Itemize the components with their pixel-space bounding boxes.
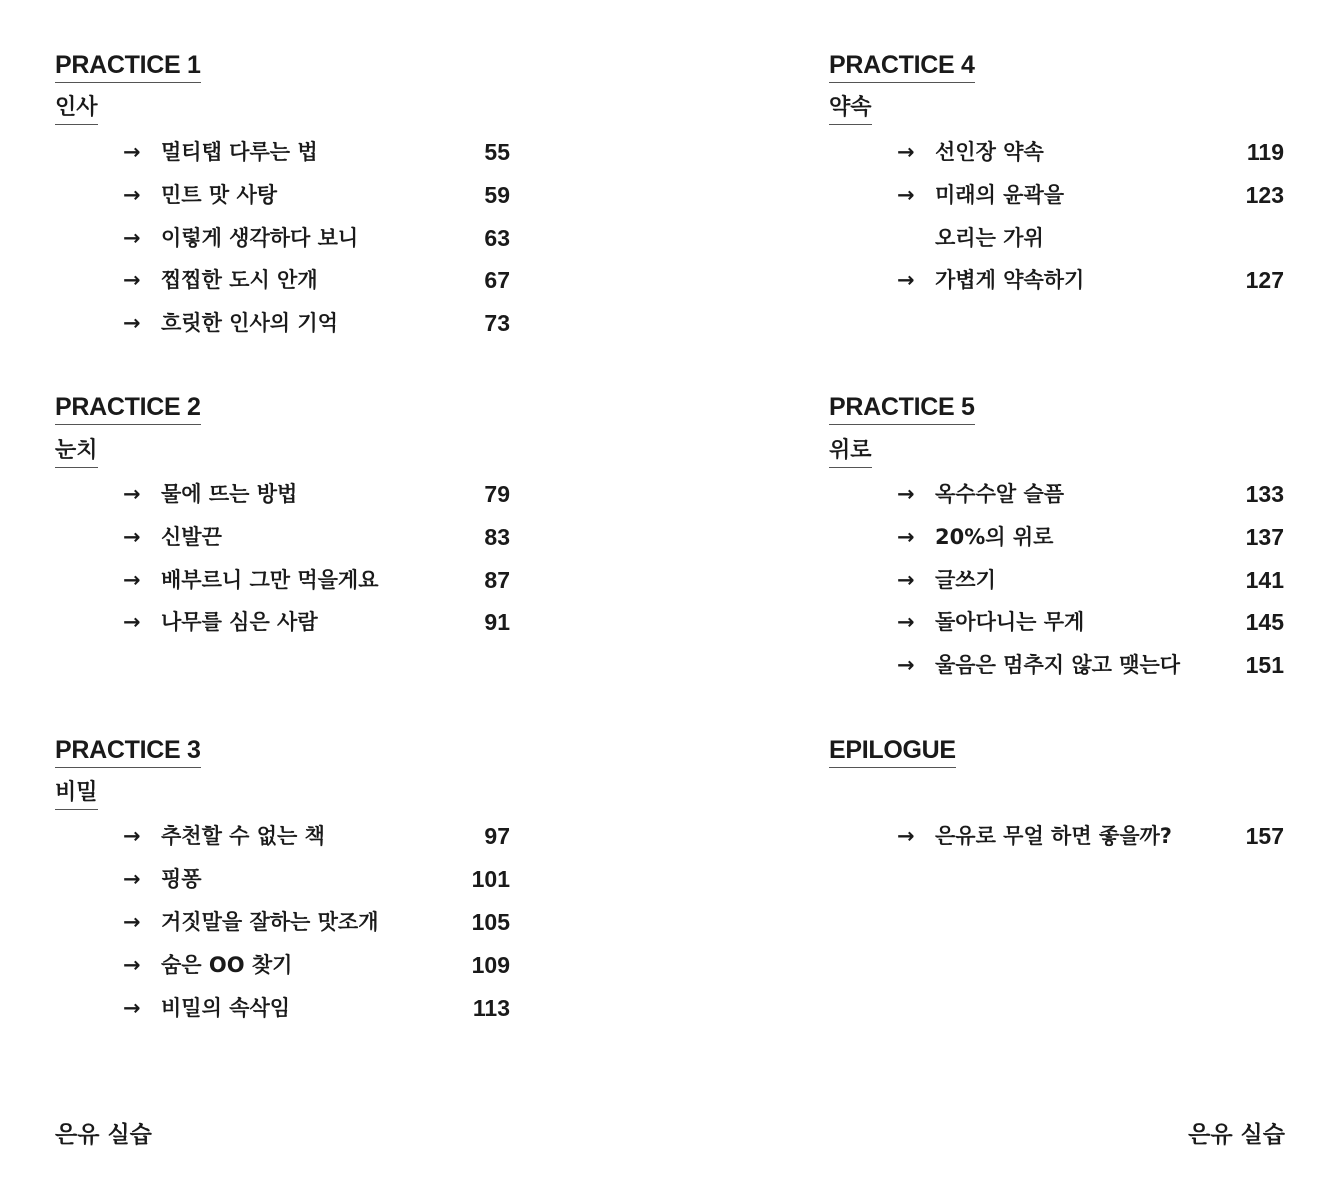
- toc-entry[interactable]: [123, 479, 513, 509]
- toc-entry[interactable]: [897, 479, 1287, 509]
- entry-page-number: 119: [1246, 139, 1284, 165]
- entry-page-number: 113: [472, 995, 510, 1021]
- arrow-right-icon: →: [123, 996, 141, 1020]
- practice-1-heading: [55, 50, 201, 83]
- entry-page-number: 87: [484, 567, 510, 593]
- practice-1-subtitle: 인사: [55, 94, 98, 125]
- entry-page-number: 59: [484, 182, 510, 208]
- entry-page-number: 79: [484, 481, 510, 507]
- entry-title: 숨은 OO 찾기: [161, 953, 293, 977]
- entry-page-number: 73: [484, 310, 510, 336]
- entry-page-number: 123: [1245, 182, 1284, 208]
- practice-3-heading: [55, 735, 201, 768]
- entry-page-number: 151: [1245, 652, 1284, 678]
- entry-title: 비밀의 속삭임: [161, 996, 291, 1020]
- entry-page-number: 67: [484, 267, 510, 293]
- entry-page-number: 55: [484, 139, 510, 165]
- toc-entry[interactable]: [123, 137, 513, 167]
- arrow-right-icon: →: [123, 525, 141, 549]
- toc-entry[interactable]: [123, 993, 513, 1023]
- entry-title: 물에 뜨는 방법: [161, 482, 298, 506]
- section-heading: PRACTICE 4: [829, 50, 975, 83]
- toc-entry[interactable]: [123, 522, 513, 552]
- arrow-right-icon: →: [123, 867, 141, 891]
- toc-entry[interactable]: [123, 265, 513, 295]
- entry-title: 멀티탭 다루는 법: [161, 140, 318, 164]
- toc-entry[interactable]: [123, 821, 513, 851]
- entry-title: 글쓰기: [935, 568, 996, 592]
- entry-title: 오리는 가위: [935, 226, 1044, 250]
- section-heading: PRACTICE 2: [55, 392, 201, 425]
- arrow-right-icon: →: [123, 140, 141, 164]
- practice-5-heading: [829, 392, 975, 425]
- footer-right: 은유 실습: [1188, 1122, 1285, 1148]
- arrow-right-icon: →: [123, 568, 141, 592]
- entry-title: 찝찝한 도시 안개: [161, 268, 318, 292]
- entry-page-number: 105: [471, 909, 510, 935]
- arrow-right-icon: →: [897, 653, 915, 677]
- toc-entry[interactable]: [123, 180, 513, 210]
- entry-title: 신발끈: [161, 525, 222, 549]
- entry-page-number: 133: [1245, 481, 1284, 507]
- entry-title: 옥수수알 슬픔: [935, 482, 1065, 506]
- toc-entry[interactable]: [123, 950, 513, 980]
- entry-title: 흐릿한 인사의 기억: [161, 311, 338, 335]
- entry-title: 가볍게 약속하기: [935, 268, 1085, 292]
- toc-entry[interactable]: [897, 821, 1287, 851]
- entry-title: 핑퐁: [161, 867, 202, 891]
- toc-entry-continuation[interactable]: [897, 223, 1287, 253]
- practice-2-heading: [55, 392, 201, 425]
- arrow-right-icon: →: [123, 226, 141, 250]
- toc-entry[interactable]: [897, 565, 1287, 595]
- entry-title: 이렇게 생각하다 보니: [161, 226, 359, 250]
- entry-title: 돌아다니는 무게: [935, 610, 1085, 634]
- section-heading: PRACTICE 5: [829, 392, 975, 425]
- arrow-right-icon: →: [123, 311, 141, 335]
- toc-entry[interactable]: [123, 607, 513, 637]
- section-heading: EPILOGUE: [829, 735, 956, 768]
- arrow-right-icon: →: [123, 183, 141, 207]
- entry-title: 울음은 멈추지 않고 맺는다: [935, 653, 1181, 677]
- entry-title: 민트 맛 사탕: [161, 183, 278, 207]
- section-heading: PRACTICE 1: [55, 50, 201, 83]
- epilogue-heading: [829, 735, 956, 768]
- arrow-right-icon: →: [897, 183, 915, 207]
- arrow-right-icon: →: [897, 268, 915, 292]
- entry-title: 배부르니 그만 먹을게요: [161, 568, 379, 592]
- arrow-right-icon: →: [897, 482, 915, 506]
- entry-title: 나무를 심은 사람: [161, 610, 318, 634]
- entry-page-number: 101: [471, 866, 510, 892]
- practice-5-subtitle: 위로: [829, 437, 872, 468]
- entry-title: 은유로 무얼 하면 좋을까?: [935, 824, 1172, 848]
- arrow-right-icon: →: [897, 610, 915, 634]
- arrow-right-icon: →: [123, 910, 141, 934]
- practice-3-subtitle: 비밀: [55, 779, 98, 810]
- practice-2-subtitle: 눈치: [55, 437, 98, 468]
- entry-page-number: 63: [484, 225, 510, 251]
- arrow-right-icon: →: [897, 568, 915, 592]
- entry-title: 20%의 위로: [935, 525, 1054, 549]
- entry-page-number: 91: [484, 609, 510, 635]
- entry-page-number: 145: [1245, 609, 1284, 635]
- entry-page-number: 109: [471, 952, 510, 978]
- entry-page-number: 141: [1245, 567, 1284, 593]
- entry-page-number: 157: [1245, 823, 1284, 849]
- toc-entry[interactable]: [897, 265, 1287, 295]
- toc-entry[interactable]: [897, 180, 1287, 210]
- practice-4-heading: [829, 50, 975, 83]
- entry-page-number: 97: [484, 823, 510, 849]
- toc-entry[interactable]: [123, 907, 513, 937]
- arrow-right-icon: →: [897, 525, 915, 549]
- arrow-right-icon: →: [897, 140, 915, 164]
- toc-entry[interactable]: [897, 522, 1287, 552]
- entry-title: 미래의 윤곽을: [935, 183, 1065, 207]
- entry-page-number: 137: [1245, 524, 1284, 550]
- toc-entry[interactable]: [123, 223, 513, 253]
- footer-left: 은유 실습: [55, 1122, 152, 1148]
- entry-title: 거짓말을 잘하는 맛조개: [161, 910, 379, 934]
- entry-title: 선인장 약속: [935, 140, 1044, 164]
- toc-entry[interactable]: [897, 607, 1287, 637]
- arrow-right-icon: →: [123, 610, 141, 634]
- practice-4-subtitle: 약속: [829, 94, 872, 125]
- toc-entry[interactable]: [123, 565, 513, 595]
- arrow-right-icon: →: [123, 824, 141, 848]
- toc-entry[interactable]: [897, 650, 1287, 680]
- section-heading: PRACTICE 3: [55, 735, 201, 768]
- entry-page-number: 127: [1245, 267, 1284, 293]
- arrow-right-icon: →: [123, 268, 141, 292]
- toc-entry[interactable]: [897, 137, 1287, 167]
- entry-title: 추천할 수 없는 책: [161, 824, 325, 848]
- arrow-right-icon: →: [123, 953, 141, 977]
- entry-page-number: 83: [484, 524, 510, 550]
- toc-entry[interactable]: [123, 864, 513, 894]
- arrow-right-icon: →: [123, 482, 141, 506]
- toc-entry[interactable]: [123, 308, 513, 338]
- arrow-right-icon: →: [897, 824, 915, 848]
